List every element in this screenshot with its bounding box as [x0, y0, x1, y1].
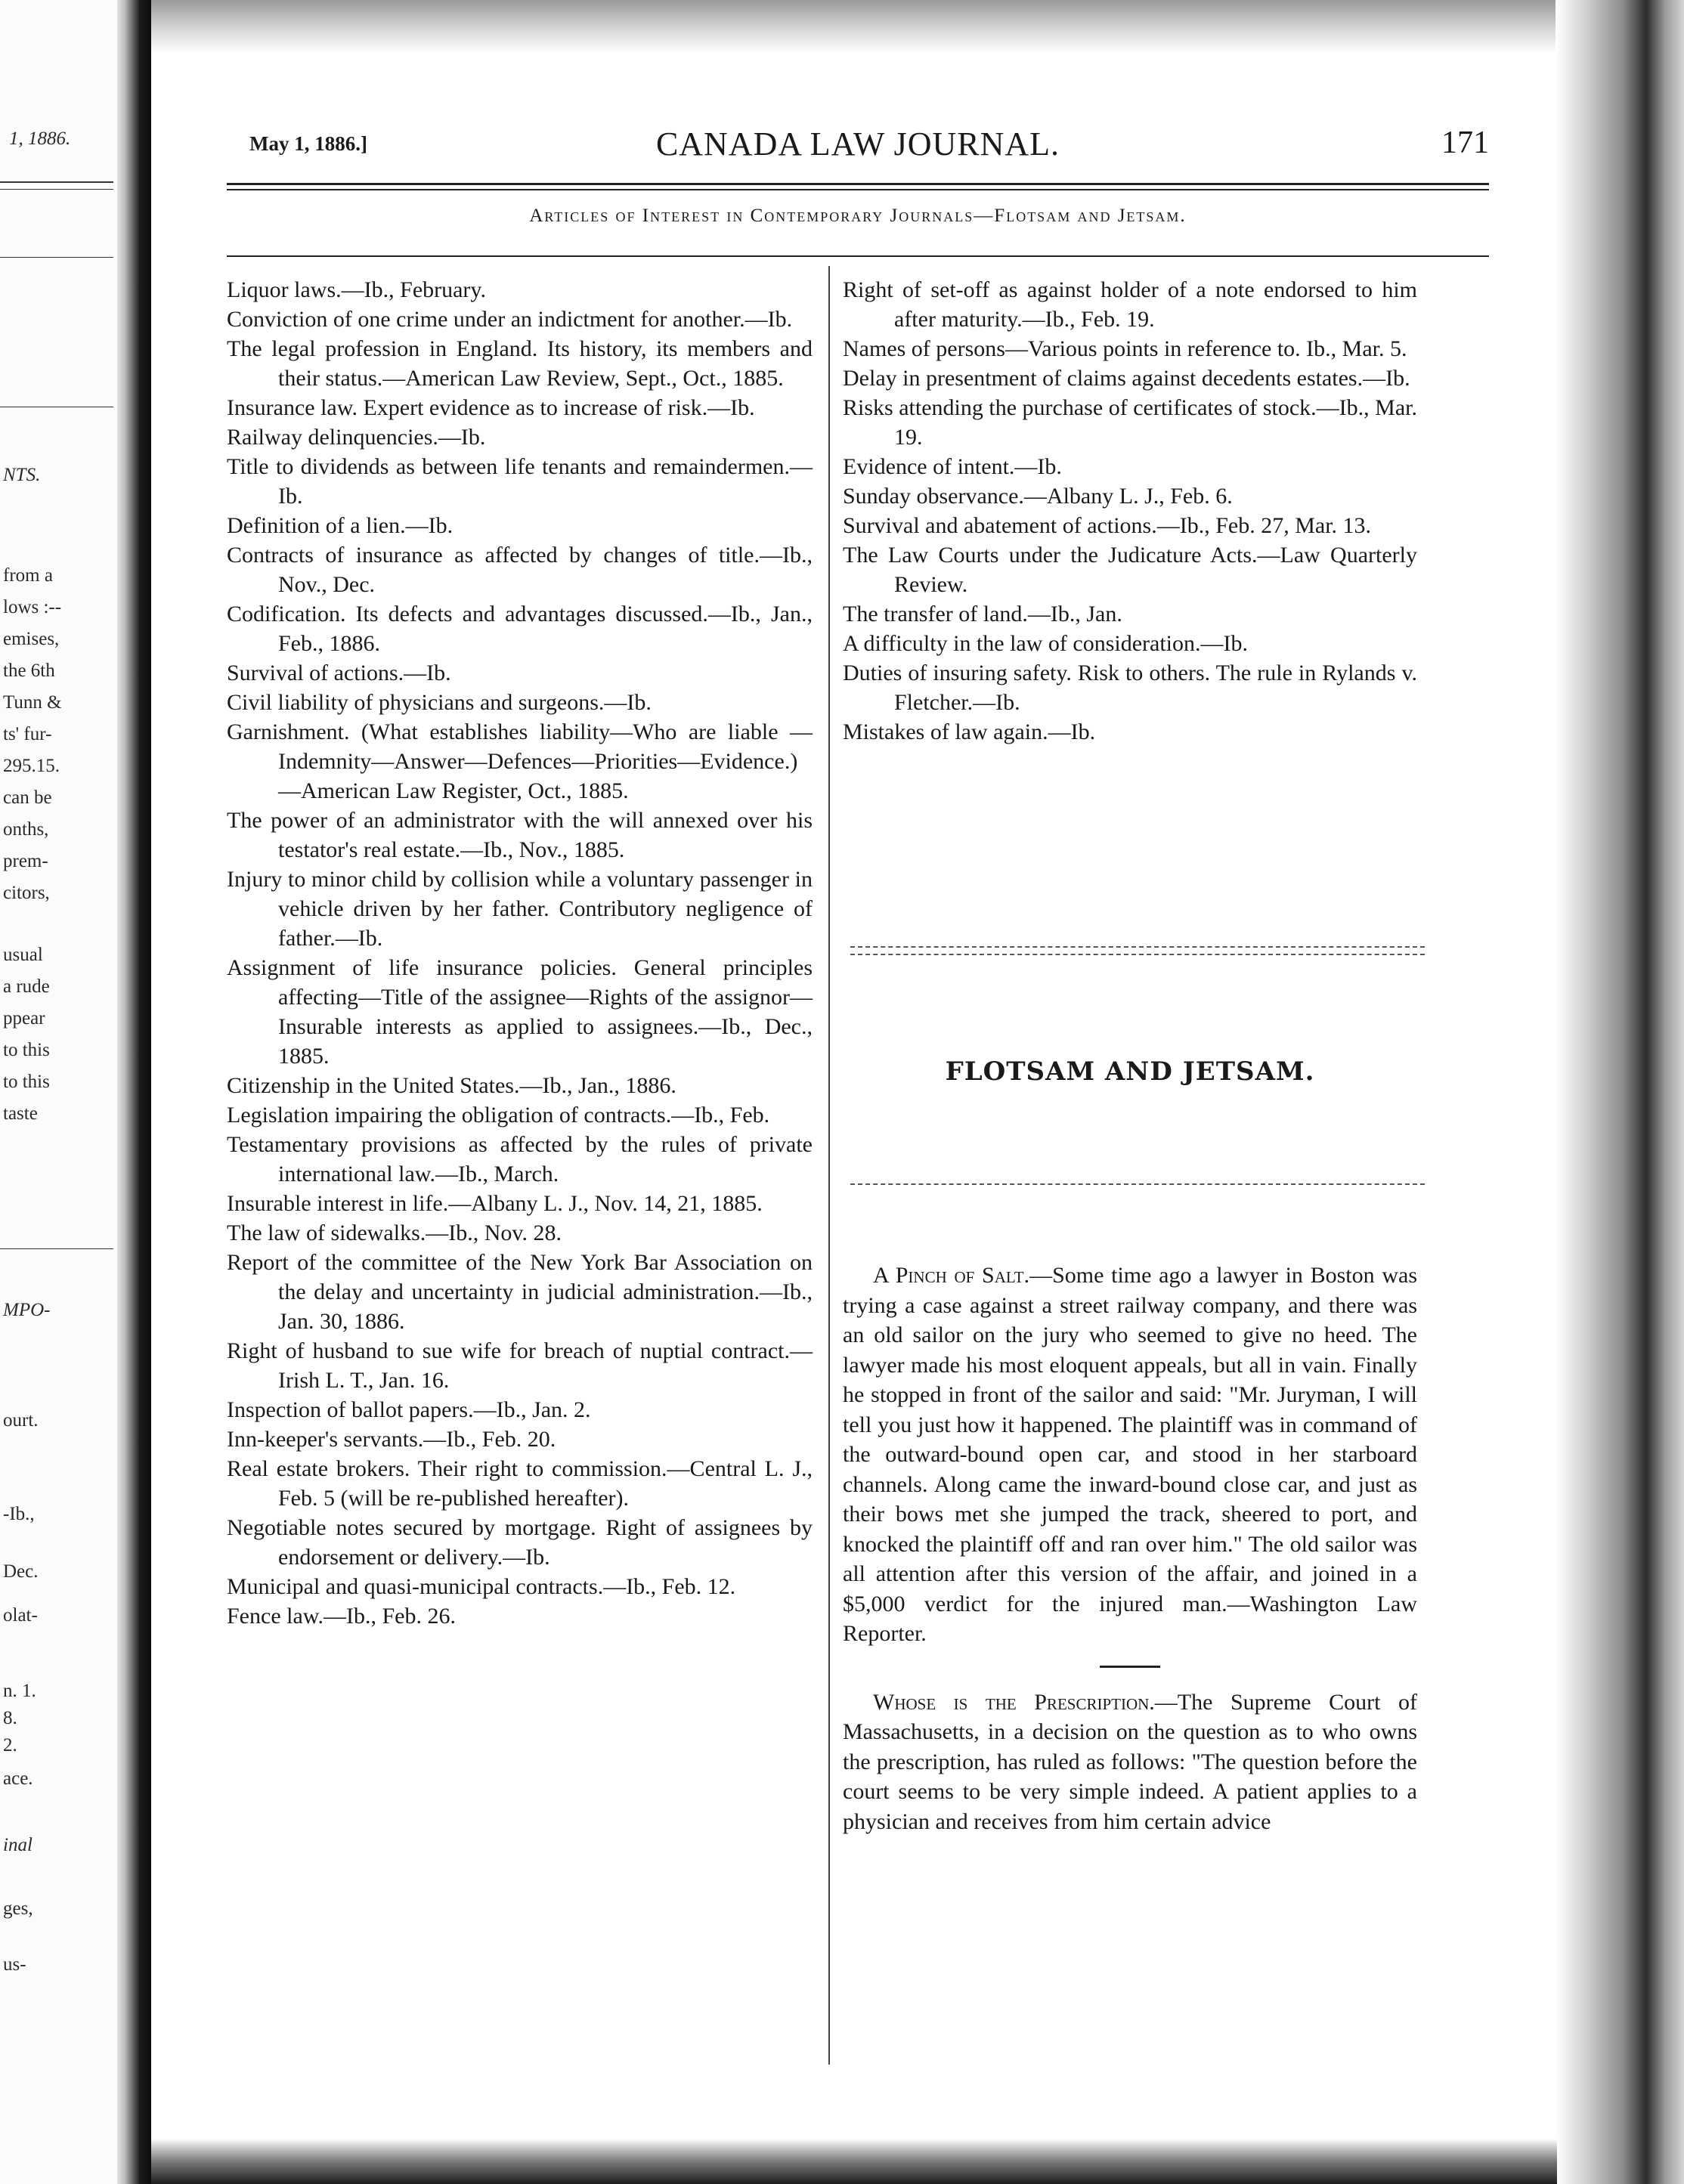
previous-page-rule [0, 257, 113, 258]
previous-page-fragment: to this [3, 1040, 50, 1060]
article-entry: Railway delinquencies.—Ib. [227, 425, 486, 450]
article-body: —The Supreme Court of Massachusetts, in a decision on the question as to who owns the prescription, has ruled as follows: "The question before the court seems to be very simple indeed. A patient applies to a physician and receives from him certain advice [843, 1689, 1418, 1834]
article-entry: Legislation impairing the obligation of contracts.—Ib., Feb. [227, 1103, 770, 1128]
article-entry: Survival and abatement of actions.—Ib., Feb. 27, Mar. 13. [843, 513, 1372, 538]
header-rule [227, 183, 1489, 185]
page-number: 171 [1441, 125, 1489, 160]
article-entry: Liquor laws.—Ib., February. [227, 277, 486, 302]
previous-page-fragment: Dec. [3, 1561, 39, 1582]
previous-page-fragment: 2. [3, 1735, 17, 1756]
article-entry: Duties of insuring safety. Risk to others. The rule in Rylands v. Fletcher.—Ib. [843, 660, 1417, 715]
article-entry: Insurance law. Expert evidence as to increase of risk.—Ib. [227, 395, 755, 420]
previous-page-fragment: MPO- [3, 1300, 51, 1320]
article-entry: Survival of actions.—Ib. [227, 660, 451, 685]
article-entry: Right of set-off as against holder of a note endorsed to him after maturity.—Ib., Feb. 19. [843, 277, 1417, 332]
divider-rule-top-double [850, 954, 1425, 955]
article-entry: Names of persons—Various points in reference to. Ib., Mar. 5. [843, 336, 1407, 361]
previous-page-fragment: ges, [3, 1898, 33, 1919]
article-entry: Evidence of intent.—Ib. [843, 454, 1062, 479]
article-entry: Injury to minor child by collision while a voluntary passenger in vehicle driven by her father. Contributory negligence of father.—Ib. [227, 867, 813, 951]
article-entry: Inspection of ballot papers.—Ib., Jan. 2. [227, 1397, 591, 1422]
article-entry: The power of an administrator with the will annexed over his testator's real estate.—Ib., Nov., 1885. [227, 808, 813, 862]
article-body: —Some time ago a lawyer in Boston was trying a case against a street railway company, and there was an old sailor on the jury who seemed to give no heed. The lawyer made his most eloquent appeals, but all in vain. Finally he stopped in front of the sailor and said: "Mr. Juryman, I will tell you just how it happened. The plaintiff was in command of the outward-bound open car, and stood in her starboard channels. Along came the inward-bound close car, and just as their bows met she jumped the track, sheered to port, and knocked the plaintiff off and ran over him." The old sailor was all attention after this version of the affair, and joined in a $5,000 verdict for the injured man.—Washington Law Reporter. [843, 1263, 1417, 1646]
article-entry: The law of sidewalks.—Ib., Nov. 28. [227, 1220, 562, 1245]
article-entry: Right of husband to sue wife for breach of nuptial contract.—Irish L. T., Jan. 16. [227, 1338, 813, 1393]
page-right-edge [1556, 0, 1684, 2184]
article-entry: Insurable interest in life.—Albany L. J., Nov. 14, 21, 1885. [227, 1191, 763, 1216]
previous-page-fragment: n. 1. [3, 1681, 36, 1701]
previous-page-fragment: 8. [3, 1708, 17, 1728]
previous-page-fragment: inal [3, 1835, 33, 1855]
divider-rule-bottom [850, 1183, 1425, 1185]
column-divider [828, 266, 830, 2065]
previous-page-fragment: Tunn & [3, 692, 62, 713]
article-entry: Civil liability of physicians and surgeons.—Ib. [227, 690, 652, 715]
divider-rule-top [850, 946, 1425, 948]
article-entry: Negotiable notes secured by mortgage. Right of assignees by endorsement or delivery.—Ib. [227, 1515, 813, 1570]
article-lead: A Pinch of Salt. [873, 1263, 1030, 1288]
article-entry: Codification. Its defects and advantages discussed.—Ib., Jan., Feb., 1886. [227, 602, 813, 656]
previous-page-fragment: ace. [3, 1768, 33, 1789]
article-entry: Inn-keeper's servants.—Ib., Feb. 20. [227, 1427, 556, 1452]
article-lead: Whose is the Prescription. [873, 1689, 1155, 1715]
article-entry: Contracts of insurance as affected by changes of title.—Ib., Nov., Dec. [227, 543, 813, 597]
page-top-edge [151, 0, 1557, 53]
previous-page-fragment: can be [3, 787, 52, 808]
journal-title: CANADA LAW JOURNAL. [655, 125, 1060, 162]
article-entry: Fence law.—Ib., Feb. 26. [227, 1604, 456, 1629]
previous-page-fragment: 1, 1886. [9, 128, 71, 149]
previous-page-fragment: from a [3, 565, 53, 586]
previous-page-fragment: usual [3, 945, 43, 965]
previous-page-fragment: 295.15. [3, 756, 60, 776]
article-entry: Garnishment. (What establishes liability—Who are liable — Indemnity—Answer—Defences—Priorities—Evidence.)—American Law Register, Oct., 1885. [227, 719, 813, 803]
previous-page-fragment: emises, [3, 629, 60, 649]
previous-page-fragment: taste [3, 1103, 38, 1124]
article-entry: Conviction of one crime under an indictment for another.—Ib. [227, 307, 793, 332]
previous-page-rule [0, 181, 113, 183]
previous-page-fragment: onths, [3, 819, 49, 840]
previous-page-fragment: to this [3, 1072, 50, 1092]
article-entry: Real estate brokers. Their right to commission.—Central L. J., Feb. 5 (will be re-published hereafter). [227, 1456, 813, 1511]
article-entry: Report of the committee of the New York Bar Association on the delay and uncertainty in judicial administration.—Ib., Jan. 30, 1886. [227, 1250, 813, 1334]
article-prescription [843, 1687, 1417, 1837]
previous-page-fragment: ts' fur- [3, 724, 52, 744]
previous-page-fragment: NTS. [3, 465, 41, 485]
section-heading: Articles of Interest in Contemporary Journals—Flotsam and Jetsam. [529, 206, 1187, 226]
previous-page-fragment: citors, [3, 883, 50, 903]
article-entry: Citizenship in the United States.—Ib., Jan., 1886. [227, 1073, 676, 1098]
previous-page-fragment: lows :-- [3, 597, 62, 617]
previous-page-margin [0, 0, 117, 2184]
previous-page-fragment: prem- [3, 851, 48, 871]
previous-page-fragment: -Ib., [3, 1504, 35, 1524]
header-date: May 1, 1886.] [249, 132, 367, 155]
section-rule [227, 255, 1489, 257]
article-entry: Mistakes of law again.—Ib. [843, 719, 1096, 744]
previous-page-rule [0, 1248, 113, 1249]
previous-page-fragment: ourt. [3, 1410, 39, 1431]
header-rule-double [227, 189, 1489, 190]
article-entry: Risks attending the purchase of certificates of stock.—Ib., Mar. 19. [843, 395, 1417, 450]
article-entry: Title to dividends as between life tenants and remaindermen.—Ib. [227, 454, 813, 509]
article-entry: Testamentary provisions as affected by the rules of private international law.—Ib., March. [227, 1132, 813, 1186]
article-separator [1100, 1666, 1160, 1668]
left-column-list [227, 275, 813, 1631]
running-header [227, 125, 1489, 170]
article-entry: The legal profession in England. Its history, its members and their status.—American Law Review, Sept., Oct., 1885. [227, 336, 813, 391]
previous-page-fragment: us- [3, 1954, 26, 1975]
page-bottom-edge [151, 2139, 1557, 2184]
article-entry: Definition of a lien.—Ib. [227, 513, 454, 538]
article-entry: Delay in presentment of claims against decedents estates.—Ib. [843, 366, 1410, 391]
previous-page-rule [0, 189, 113, 190]
previous-page-fragment: a rude [3, 976, 50, 997]
article-entry: Sunday observance.—Albany L. J., Feb. 6. [843, 484, 1233, 509]
previous-page-fragment: olat- [3, 1605, 38, 1626]
article-entry: A difficulty in the law of consideration.—Ib. [843, 631, 1249, 656]
article-pinch-of-salt [843, 1261, 1417, 1649]
previous-page-fragment: the 6th [3, 660, 55, 681]
article-entry: The transfer of land.—Ib., Jan. [843, 602, 1122, 626]
article-entry: Municipal and quasi-municipal contracts.—Ib., Feb. 12. [227, 1574, 736, 1599]
article-entry: The Law Courts under the Judicature Acts.—Law Quarterly Review. [843, 543, 1417, 597]
flotsam-title: FLOTSAM AND JETSAM. [945, 1056, 1315, 1087]
flotsam-articles [843, 1261, 1417, 1836]
previous-page-fragment: ppear [3, 1008, 45, 1029]
right-column-list [843, 275, 1417, 747]
article-entry: Assignment of life insurance policies. General principles affecting—Title of the assignee—Rights of the assignor—Insurable interests as applied to assignees.—Ib., Dec., 1885. [227, 955, 813, 1069]
